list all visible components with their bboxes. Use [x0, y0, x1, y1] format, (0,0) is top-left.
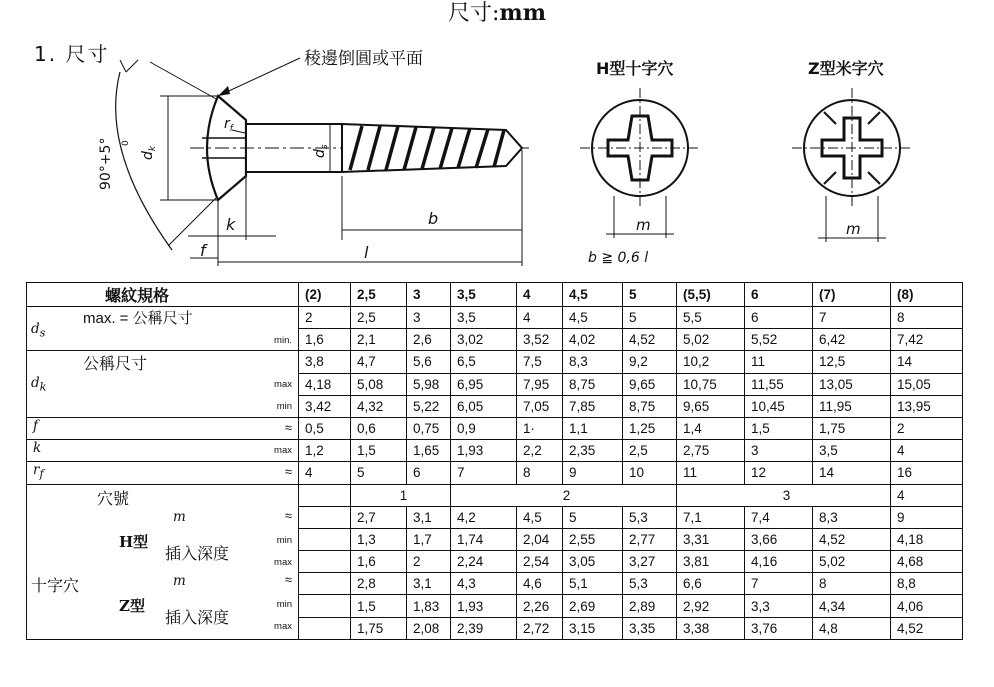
table-cell: 2,89	[623, 595, 677, 617]
thread-spec-label: 螺紋規格	[27, 283, 299, 307]
table-cell: 2,6	[407, 329, 451, 351]
table-cell: 8,8	[891, 573, 963, 595]
table-cell: 14	[891, 351, 963, 373]
rf-symbol: $r_f$	[33, 462, 44, 481]
table-cell: 1,6	[351, 551, 407, 573]
table-cell: 2,24	[451, 551, 517, 573]
dk-nominal-row	[27, 351, 963, 373]
table-cell: 12,5	[813, 351, 891, 373]
table-cell: 4,18	[299, 373, 351, 395]
table-cell: 5,22	[407, 395, 451, 417]
table-cell: 0,75	[407, 417, 451, 439]
rf-label-cell	[27, 462, 299, 484]
table-cell: 2,77	[623, 528, 677, 550]
table-cell: 3,38	[677, 617, 745, 639]
table-cell	[299, 484, 351, 506]
table-cell: 2	[891, 417, 963, 439]
z-m-symbol: m	[173, 572, 186, 589]
table-cell: 3,35	[623, 617, 677, 639]
table-cell: 4,52	[623, 329, 677, 351]
column-header: (8)	[891, 283, 963, 307]
table-cell: 6,95	[451, 373, 517, 395]
table-cell: 5	[623, 307, 677, 329]
table-cell: 8,3	[563, 351, 623, 373]
h-type-title: H型十字穴	[596, 59, 674, 78]
table-cell: 4,6	[517, 573, 563, 595]
table-cell	[299, 573, 351, 595]
table-cell: 4,3	[451, 573, 517, 595]
hole-no-row	[27, 484, 963, 506]
ds-label: $d_s$	[312, 144, 330, 158]
z-depth-label: 插入深度	[165, 609, 230, 627]
table-cell: 5,08	[351, 373, 407, 395]
rf-label: $r_f$	[224, 116, 233, 134]
table-cell: 9,65	[677, 395, 745, 417]
f-label-cell	[27, 417, 299, 439]
ds-max-row	[27, 307, 963, 329]
table-cell: 0,5	[299, 417, 351, 439]
table-cell: 5,02	[813, 551, 891, 573]
table-cell: 0,6	[351, 417, 407, 439]
k-label: k	[226, 215, 236, 234]
table-cell: 1,6	[299, 329, 351, 351]
column-header: (7)	[813, 283, 891, 307]
table-cell: 1,83	[407, 595, 451, 617]
table-cell: 11,95	[813, 395, 891, 417]
f-label: f	[200, 241, 206, 260]
f-row	[27, 417, 963, 439]
table-cell: 4,5	[517, 506, 563, 528]
hole-no-label: 穴號	[97, 490, 130, 508]
z-m-label: m	[846, 220, 861, 238]
column-header: (2)	[299, 283, 351, 307]
z-min-tag: min	[276, 598, 292, 610]
table-cell: 11,55	[745, 373, 813, 395]
table-cell: 1,74	[451, 528, 517, 550]
table-cell: 2,72	[517, 617, 563, 639]
h-max-tag: max	[274, 556, 292, 568]
ds-min-tag: min.	[274, 335, 292, 346]
table-cell: 13,05	[813, 373, 891, 395]
table-cell: 2	[299, 307, 351, 329]
table-cell: 5,3	[623, 506, 677, 528]
table-cell: 3,81	[677, 551, 745, 573]
table-cell: 3	[745, 440, 813, 462]
table-cell: 4	[299, 462, 351, 484]
table-cell: 5	[351, 462, 407, 484]
table-cell: 9,65	[623, 373, 677, 395]
dk-max-tag: max	[274, 379, 292, 391]
ds-label-cell	[27, 307, 299, 351]
table-cell: 3,52	[517, 329, 563, 351]
table-cell: 7,5	[517, 351, 563, 373]
h-m-label: m	[636, 216, 651, 234]
table-cell: 4,32	[351, 395, 407, 417]
table-cell: 1,7	[407, 528, 451, 550]
table-cell	[299, 617, 351, 639]
z-m-tag: ≈	[284, 571, 292, 587]
table-cell: 3,02	[451, 329, 517, 351]
table-cell: 6,05	[451, 395, 517, 417]
table-cell: 7,42	[891, 329, 963, 351]
table-cell: 10,45	[745, 395, 813, 417]
table-cell: 2,5	[623, 440, 677, 462]
table-cell	[299, 506, 351, 528]
table-cell: 4,52	[813, 528, 891, 550]
table-cell: 4,2	[451, 506, 517, 528]
rf-tag: ≈	[284, 464, 292, 480]
table-cell	[299, 528, 351, 550]
table-cell: 5,1	[563, 573, 623, 595]
h-depth-label: 插入深度	[165, 545, 230, 563]
table-cell: 2,54	[517, 551, 563, 573]
table-cell: 2,39	[451, 617, 517, 639]
ds-symbol: $d_s$	[31, 321, 46, 340]
table-cell: 1,75	[813, 417, 891, 439]
column-header: 6	[745, 283, 813, 307]
table-cell: 2,04	[517, 528, 563, 550]
section-title: 1. 尺寸	[34, 42, 110, 66]
hole-no-cell: 1	[351, 484, 451, 506]
table-cell: 8,3	[813, 506, 891, 528]
angle-arc	[116, 72, 172, 250]
table-cell: 7	[745, 573, 813, 595]
table-cell: 1,65	[407, 440, 451, 462]
table-cell: 12	[745, 462, 813, 484]
table-cell: 3,5	[451, 307, 517, 329]
h-type-label: H型	[119, 532, 149, 551]
column-header: 2,5	[351, 283, 407, 307]
table-cell: 10,75	[677, 373, 745, 395]
table-cell: 5,3	[623, 573, 677, 595]
table-cell: 2,35	[563, 440, 623, 462]
table-cell: 7	[451, 462, 517, 484]
table-cell: 6,42	[813, 329, 891, 351]
dimension-table	[26, 282, 963, 640]
table-cell: 1,2	[299, 440, 351, 462]
table-cell: 1,5	[351, 440, 407, 462]
z-type-label: Z型	[119, 596, 145, 615]
table-cell: 0,9	[451, 417, 517, 439]
table-cell: 15,05	[891, 373, 963, 395]
cross-recess-label: 十字穴	[31, 577, 80, 595]
table-cell: 6	[407, 462, 451, 484]
table-cell: 7	[813, 307, 891, 329]
dk-label: $d_k$	[140, 145, 158, 160]
table-cell: 4,06	[891, 595, 963, 617]
column-header: 4	[517, 283, 563, 307]
table-cell: 4,18	[891, 528, 963, 550]
table-cell: 2,55	[563, 528, 623, 550]
table-cell: 2,5	[351, 307, 407, 329]
table-cell: 10	[623, 462, 677, 484]
ds-nominal-label: max. = 公稱尺寸	[83, 310, 193, 327]
dk-nominal-label: 公稱尺寸	[83, 356, 148, 374]
table-cell: 4,68	[891, 551, 963, 573]
table-cell	[299, 595, 351, 617]
table-cell: 2,75	[677, 440, 745, 462]
table-cell: 5,6	[407, 351, 451, 373]
table-cell: 5,52	[745, 329, 813, 351]
table-cell: 11	[677, 462, 745, 484]
table-cell: 4,16	[745, 551, 813, 573]
angle-label: 90°+5°	[98, 137, 114, 190]
table-cell: 10,2	[677, 351, 745, 373]
table-cell: 1,3	[351, 528, 407, 550]
z-max-tag: max	[274, 620, 292, 632]
table-cell: 13,95	[891, 395, 963, 417]
table-cell: 1·	[517, 417, 563, 439]
table-cell	[299, 551, 351, 573]
table-cell: 7,85	[563, 395, 623, 417]
table-cell: 2,08	[407, 617, 451, 639]
table-cell: 2,92	[677, 595, 745, 617]
rf-row	[27, 462, 963, 484]
table-cell: 3,15	[563, 617, 623, 639]
column-header: (5,5)	[677, 283, 745, 307]
table-cell: 3,8	[299, 351, 351, 373]
table-cell: 3,42	[299, 395, 351, 417]
l-label: l	[364, 243, 369, 262]
table-cell: 2,7	[351, 506, 407, 528]
table-cell: 4	[517, 307, 563, 329]
table-cell: 4	[891, 440, 963, 462]
table-cell: 5,02	[677, 329, 745, 351]
table-cell: 4,7	[351, 351, 407, 373]
table-cell: 3,27	[623, 551, 677, 573]
table-cell: 1,93	[451, 595, 517, 617]
column-header: 3	[407, 283, 451, 307]
table-cell: 7,05	[517, 395, 563, 417]
table-cell: 1,4	[677, 417, 745, 439]
k-label-cell	[27, 440, 299, 462]
column-header: 4,5	[563, 283, 623, 307]
angle-sub: 0	[121, 140, 131, 146]
unit-label: 尺寸:	[448, 1, 500, 26]
table-cell: 4,02	[563, 329, 623, 351]
table-cell: 4,34	[813, 595, 891, 617]
table-cell: 4,5	[563, 307, 623, 329]
table-cell: 1,1	[563, 417, 623, 439]
table-cell: 3,5	[813, 440, 891, 462]
table-cell: 5	[563, 506, 623, 528]
table-cell: 8,75	[623, 395, 677, 417]
table-cell: 4,8	[813, 617, 891, 639]
dk-symbol: $d_k$	[31, 375, 47, 395]
hole-no-cell: 2	[451, 484, 677, 506]
table-cell: 3,76	[745, 617, 813, 639]
table-cell: 1,75	[351, 617, 407, 639]
b-label: b	[428, 209, 439, 228]
table-cell: 2,26	[517, 595, 563, 617]
table-cell: 4,52	[891, 617, 963, 639]
table-cell: 6,5	[451, 351, 517, 373]
table-cell: 2,2	[517, 440, 563, 462]
table-cell: 7,1	[677, 506, 745, 528]
hole-no-cell: 4	[891, 484, 963, 506]
table-cell: 2	[407, 551, 451, 573]
hole-no-cell: 3	[677, 484, 891, 506]
table-cell: 7,4	[745, 506, 813, 528]
z-type-title: Z型米字穴	[808, 59, 884, 78]
k-symbol: k	[33, 440, 42, 457]
h-m-symbol: m	[173, 508, 186, 525]
table-cell: 9,2	[623, 351, 677, 373]
table-cell: 8,75	[563, 373, 623, 395]
dk-min-tag: min	[276, 401, 292, 413]
table-cell: 16	[891, 462, 963, 484]
table-cell: 11	[745, 351, 813, 373]
f-symbol: f	[33, 417, 38, 434]
table-cell: 2,1	[351, 329, 407, 351]
table-cell: 14	[813, 462, 891, 484]
table-cell: 3,1	[407, 506, 451, 528]
table-cell: 1,5	[745, 417, 813, 439]
f-tag: ≈	[284, 419, 292, 435]
table-cell: 9	[563, 462, 623, 484]
table-cell: 3,66	[745, 528, 813, 550]
table-cell: 1,93	[451, 440, 517, 462]
table-cell: 9	[891, 506, 963, 528]
table-cell: 1,25	[623, 417, 677, 439]
column-header: 5	[623, 283, 677, 307]
table-cell: 3,1	[407, 573, 451, 595]
h-min-tag: min	[276, 534, 292, 546]
table-cell: 5,5	[677, 307, 745, 329]
table-cell: 6,6	[677, 573, 745, 595]
h-m-tag: ≈	[284, 507, 292, 523]
table-cell: 8	[891, 307, 963, 329]
table-cell: 3,31	[677, 528, 745, 550]
table-cell: 1,5	[351, 595, 407, 617]
column-header: 3,5	[451, 283, 517, 307]
table-cell: 8	[517, 462, 563, 484]
table-cell: 8	[813, 573, 891, 595]
table-cell: 3,05	[563, 551, 623, 573]
table-cell: 6	[745, 307, 813, 329]
table-cell: 3	[407, 307, 451, 329]
b-note: b ≧ 0,6 l	[588, 250, 649, 266]
k-row	[27, 440, 963, 462]
unit-value: mm	[499, 0, 546, 26]
table-cell: 3,3	[745, 595, 813, 617]
header-row	[27, 283, 963, 307]
cross-recess-label-cell	[27, 484, 299, 639]
screw-drawing	[0, 0, 994, 282]
dk-label-cell	[27, 351, 299, 418]
table-cell: 7,95	[517, 373, 563, 395]
table-cell: 2,8	[351, 573, 407, 595]
k-tag: max	[274, 445, 292, 457]
table-cell: 5,98	[407, 373, 451, 395]
chamfer-annotation: 稜邊倒圓或平面	[304, 49, 423, 69]
table-cell: 2,69	[563, 595, 623, 617]
